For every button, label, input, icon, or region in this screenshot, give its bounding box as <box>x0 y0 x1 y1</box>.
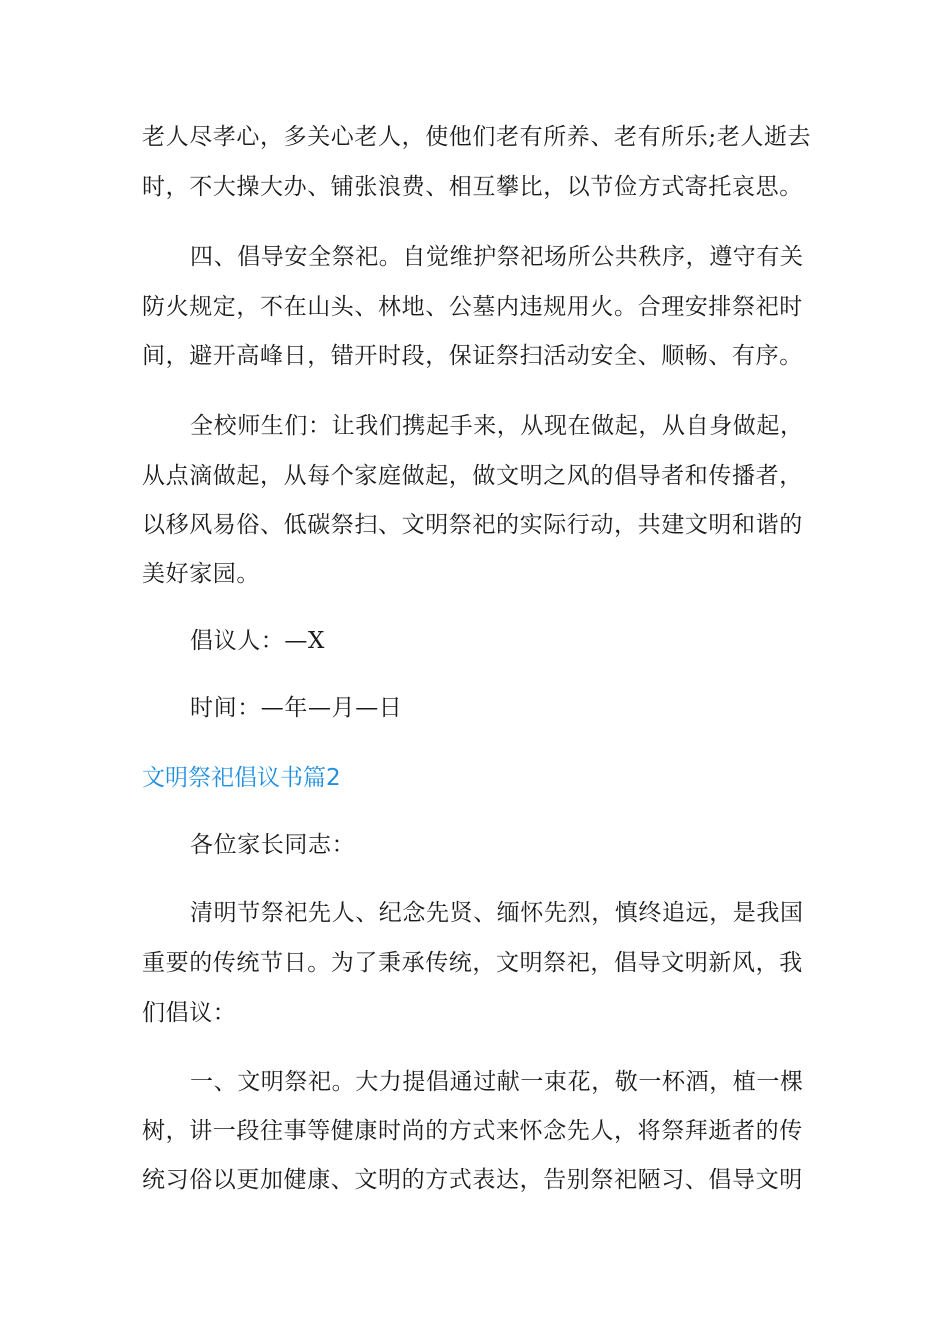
date-line: 时间：—年—月—日 <box>190 695 403 721</box>
paragraph-line: 树，讲一段往事等健康时尚的方式来怀念先人，将祭拜逝者的传 <box>142 1118 803 1144</box>
paragraph-line: 重要的传统节日。为了秉承传统，文明祭祀，倡导文明新风，我 <box>142 950 803 976</box>
initiator-line: 倡议人：—X <box>190 628 325 654</box>
paragraph-line: 从点滴做起，从每个家庭做起，做文明之风的倡导者和传播者， <box>142 463 803 489</box>
paragraph-line: 统习俗以更加健康、文明的方式表达，告别祭祀陋习、倡导文明 <box>142 1167 803 1193</box>
paragraph-line: 老人尽孝心，多关心老人，使他们老有所养、老有所乐;老人逝去 <box>142 124 812 150</box>
paragraph-line: 时，不大操大办、铺张浪费、相互攀比，以节俭方式寄托哀思。 <box>142 174 803 200</box>
paragraph-line: 全校师生们：让我们携起手来，从现在做起，从自身做起， <box>190 413 804 439</box>
paragraph-line: 们倡议： <box>142 1000 237 1026</box>
paragraph-line: 一、文明祭祀。大力提倡通过献一束花，敬一杯酒，植一棵 <box>190 1069 804 1095</box>
paragraph-line: 美好家园。 <box>142 561 260 587</box>
paragraph-line: 以移风易俗、低碳祭扫、文明祭祀的实际行动，共建文明和谐的 <box>142 512 803 538</box>
salutation-line: 各位家长同志： <box>190 832 356 858</box>
paragraph-line: 四、倡导安全祭祀。自觉维护祭祀场所公共秩序，遵守有关 <box>190 244 804 270</box>
paragraph-line: 清明节祭祀先人、纪念先贤、缅怀先烈，慎终追远，是我国 <box>190 900 804 926</box>
paragraph-line: 防火规定，不在山头、林地、公墓内违规用火。合理安排祭祀时 <box>142 294 803 320</box>
section-heading: 文明祭祀倡议书篇2 <box>142 765 341 791</box>
paragraph-line: 间，避开高峰日，错开时段，保证祭扫活动安全、顺畅、有序。 <box>142 343 803 369</box>
